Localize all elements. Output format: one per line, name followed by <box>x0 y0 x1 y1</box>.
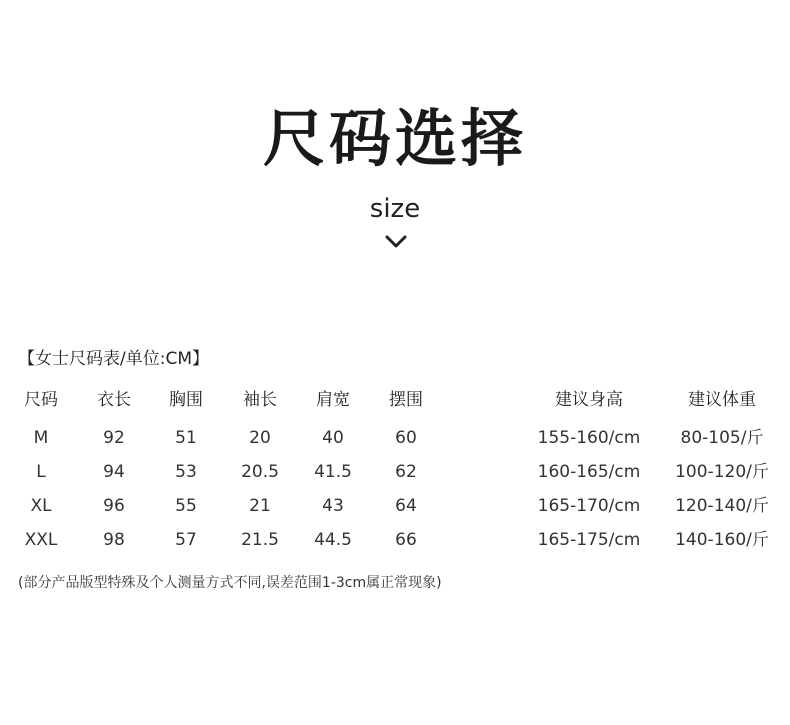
header-sleeve: 袖长 <box>243 390 277 410</box>
table-cell: 40 <box>322 428 344 448</box>
table-caption: 【女士尺码表/单位:CM】 <box>18 349 209 369</box>
table-cell: 140-160/斤 <box>675 530 769 550</box>
table-cell: 55 <box>175 496 197 516</box>
table-cell: 57 <box>175 530 197 550</box>
table-cell: 60 <box>395 428 417 448</box>
table-cell: XXL <box>24 530 58 550</box>
header-shoulder: 肩宽 <box>316 390 350 410</box>
measurement-note: (部分产品版型特殊及个人测量方式不同,误差范围1-3cm属正常现象) <box>18 575 442 591</box>
table-cell: 53 <box>175 462 197 482</box>
table-cell: 66 <box>395 530 417 550</box>
chevron-down-icon <box>385 235 407 249</box>
table-cell: 41.5 <box>314 462 352 482</box>
page-subtitle: size <box>369 194 421 224</box>
table-cell: 20 <box>249 428 271 448</box>
table-cell: 21.5 <box>241 530 279 550</box>
table-cell: 94 <box>103 462 125 482</box>
table-cell: 21 <box>249 496 271 516</box>
table-cell: 100-120/斤 <box>675 462 769 482</box>
table-cell: 51 <box>175 428 197 448</box>
table-cell: L <box>36 462 46 482</box>
table-cell: 160-165/cm <box>537 462 641 482</box>
header-chest: 胸围 <box>169 390 203 410</box>
table-cell: XL <box>30 496 52 516</box>
header-weight: 建议体重 <box>688 390 756 410</box>
table-cell: 62 <box>395 462 417 482</box>
header-hem: 摆围 <box>389 390 423 410</box>
table-cell: 165-175/cm <box>537 530 641 550</box>
table-cell: 92 <box>103 428 125 448</box>
header-height: 建议身高 <box>555 390 623 410</box>
table-cell: 98 <box>103 530 125 550</box>
table-cell: 44.5 <box>314 530 352 550</box>
table-cell: 120-140/斤 <box>675 496 769 516</box>
page-title: 尺码选择 <box>262 102 527 175</box>
table-cell: 43 <box>322 496 344 516</box>
table-cell: 64 <box>395 496 417 516</box>
table-cell: 20.5 <box>241 462 279 482</box>
table-cell: 155-160/cm <box>537 428 641 448</box>
table-cell: M <box>33 428 49 448</box>
table-cell: 165-170/cm <box>537 496 641 516</box>
table-cell: 96 <box>103 496 125 516</box>
header-size: 尺码 <box>24 390 58 410</box>
table-cell: 80-105/斤 <box>680 428 764 448</box>
header-length: 衣长 <box>97 390 131 410</box>
